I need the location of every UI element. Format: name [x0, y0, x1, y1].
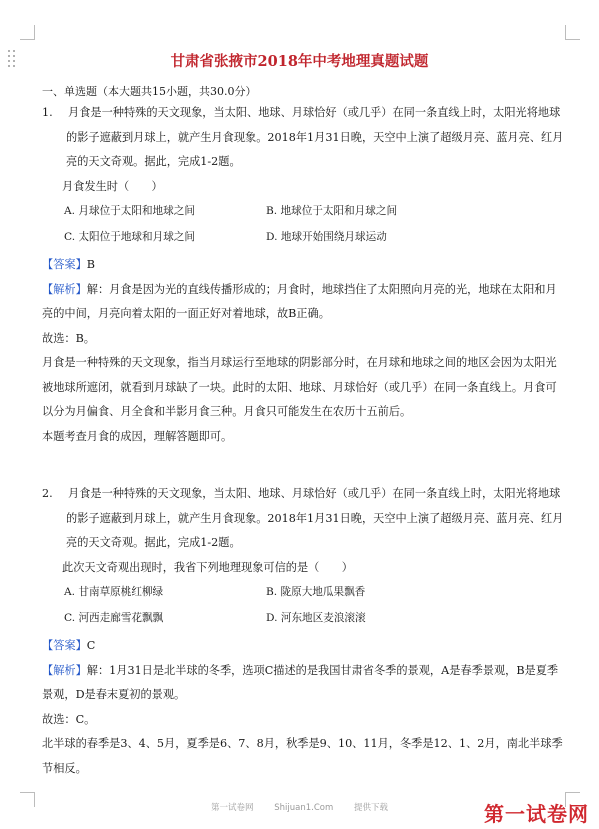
- analysis: [42, 278, 570, 303]
- answer-tag: 【答案】: [42, 258, 87, 271]
- question-stem: 月食发生时（ ）: [62, 179, 163, 193]
- analysis-text: 故选：B。: [42, 331, 95, 345]
- question-text: 的影子遮蔽到月球上，就产生月食现象。2018年1月31日晚，天空中上演了超级月亮、蓝月亮、红月: [66, 130, 564, 144]
- analysis-text: 北半球的春季是3、4、5月，夏季是6、7、8月，秋季是9、10、11月，冬季是12、1、2月，南北半球季: [42, 737, 563, 750]
- analysis-tag: 【解析】: [42, 282, 87, 296]
- answer-value: C: [86, 639, 96, 652]
- footer-site-name: 第一试卷网: [211, 803, 254, 813]
- question-2: [42, 482, 570, 781]
- analysis-text: 以分为月偏食、月全食和半影月食三种。月食只可能发生在农历十五前后。: [42, 405, 412, 418]
- analysis-tag: 【解析】: [42, 663, 87, 677]
- answer: [42, 253, 570, 278]
- footer-download: 提供下载: [353, 803, 388, 813]
- question-text: 亮的天文奇观。据此，完成1-2题。: [66, 155, 241, 168]
- question-text: 月食是一种特殊的天文现象，当太阳、地球、月球恰好（或几乎）在同一条直线上时，太阳光将地球: [68, 106, 561, 119]
- answer-tag: 【答案】: [42, 639, 87, 652]
- question-1: [42, 101, 570, 449]
- option-c: C. 河西走廊雪花飘飘: [64, 612, 164, 624]
- question-text: 亮的天文奇观。据此，完成1-2题。: [66, 536, 241, 549]
- analysis-text: 亮的中间，月亮向着太阳的一面正好对着地球，故B正确。: [42, 307, 330, 320]
- options: [42, 201, 570, 253]
- crop-mark-top-left: [20, 25, 35, 40]
- question-stem: 此次天文奇观出现时，我省下列地理现象可信的是（ ）: [62, 560, 353, 574]
- option-b: B. 陇原大地瓜果飘香: [266, 586, 366, 598]
- option-c: C. 太阳位于地球和月球之间: [64, 231, 195, 243]
- question-number: 1.: [42, 106, 53, 119]
- brand-watermark: 第一试卷网: [484, 802, 589, 826]
- analysis-text: 月食是一种特殊的天文现象，指当月球运行至地球的阴影部分时，在月球和地球之间的地区会因为太阳光: [42, 356, 557, 369]
- option-a: A. 月球位于太阳和地球之间: [64, 205, 195, 217]
- answer-value: B: [86, 258, 95, 271]
- analysis-text: 故选：C。: [42, 712, 96, 726]
- answer: [42, 634, 570, 659]
- document-title: 甘肃省张掖市2018年中考地理真题试题: [170, 53, 429, 70]
- question-text: 月食是一种特殊的天文现象，当太阳、地球、月球恰好（或几乎）在同一条直线上时，太阳光将地球: [68, 487, 561, 500]
- option-d: D. 地球开始围绕月球运动: [266, 231, 387, 243]
- options: [42, 582, 570, 634]
- footer-site-url[interactable]: Shijuan1.Com: [274, 803, 334, 813]
- option-b: B. 地球位于太阳和月球之间: [266, 205, 398, 217]
- analysis-text: 节相反。: [42, 761, 87, 775]
- analysis: [42, 659, 570, 684]
- analysis-text: 解：月食是因为光的直线传播形成的；月食时，地球挡住了太阳照向月亮的光，地球在太阳和月: [86, 282, 557, 296]
- question-number: 2.: [42, 487, 53, 500]
- analysis-text: 被地球所遮闭，就看到月球缺了一块。此时的太阳、地球、月球恰好（或几乎）在同一条直线上。月食可: [42, 380, 557, 394]
- analysis-text: 本题考查月食的成因，理解答题即可。: [42, 429, 233, 443]
- crop-mark-top-right: [565, 25, 580, 40]
- option-a: A. 甘南草原桃红柳绿: [64, 586, 164, 598]
- analysis-text: 解：1月31日是北半球的冬季，选项C描述的是我国甘肃省冬季的景观，A是春季景观，B是夏季: [86, 663, 559, 677]
- analysis-text: 景观，D是春末夏初的景观。: [42, 688, 186, 701]
- option-d: D. 河东地区麦浪滚滚: [266, 612, 366, 624]
- section-heading: 一、单选题（本大题共15小题，共30.0分）: [42, 85, 257, 98]
- question-text: 的影子遮蔽到月球上，就产生月食现象。2018年1月31日晚，天空中上演了超级月亮、蓝月亮、红月: [66, 511, 564, 525]
